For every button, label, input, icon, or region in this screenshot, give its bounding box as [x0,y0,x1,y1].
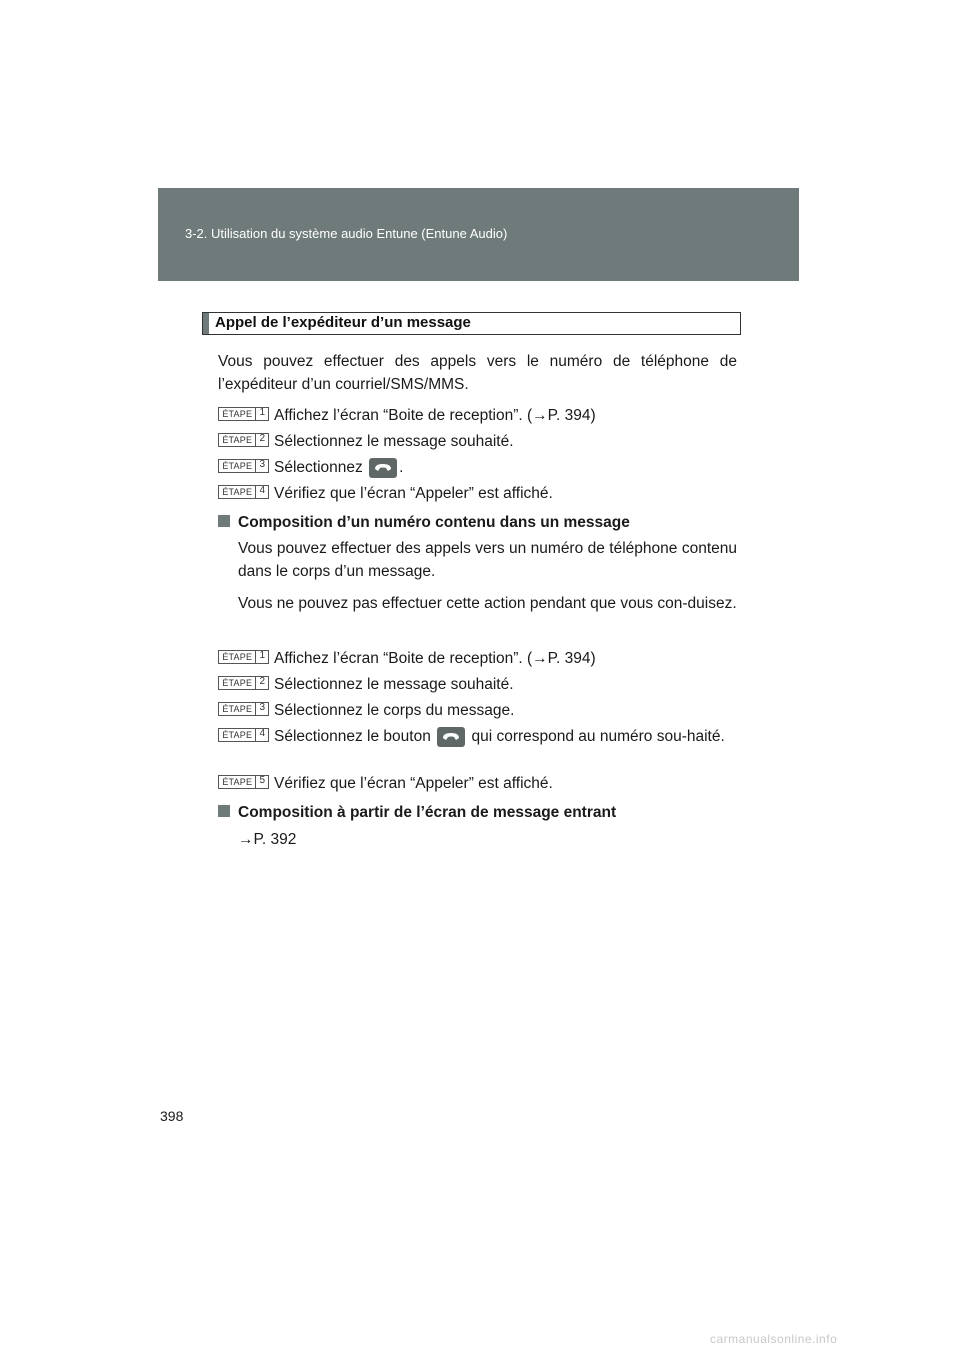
intro-paragraph: Vous pouvez effectuer des appels vers le numéro de téléphone de l’expéditeur d’un courriel/SMS/MMS. [218,353,737,393]
step-badge: ÉTAPE 4 [218,485,269,499]
square-bullet-icon [218,805,230,817]
step-text: Sélectionnez le corps du message. [274,702,515,719]
step-badge: ÉTAPE 1 [218,650,269,664]
step-text: Affichez l’écran “Boite de reception”. (→P. 394) [274,650,596,667]
section-heading [202,312,741,335]
square-bullet-icon [218,515,230,527]
header-band [158,188,799,281]
step-text: Sélectionnez le message souhaité. [274,433,514,450]
step-badge: ÉTAPE 4 [218,728,269,742]
section-title: Appel de l’expéditeur d’un message [215,314,471,331]
step-text: Affichez l’écran “Boite de reception”. (→P. 394) [274,407,596,424]
subheading-1: Composition d’un numéro contenu dans un message [218,511,630,534]
step-text: Sélectionnez . [274,459,404,476]
sub1-paragraph-1: Vous pouvez effectuer des appels vers un numéro de téléphone contenu dans le corps d’un message. [238,540,737,580]
step-text: Vérifiez que l’écran “Appeler” est affiché. [274,485,553,502]
step-text: Sélectionnez le bouton qui correspond au numéro sou-haité. [274,728,725,745]
breadcrumb: 3-2. Utilisation du système audio Entune (Entune Audio) [185,226,508,241]
step-badge: ÉTAPE 1 [218,407,269,421]
step-badge: ÉTAPE 3 [218,702,269,716]
step-badge: ÉTAPE 3 [218,459,269,473]
phone-handset-icon [369,458,397,478]
page-reference: →P. 392 [238,831,297,848]
step-text: Sélectionnez le message souhaité. [274,676,514,693]
step-badge: ÉTAPE 2 [218,676,269,690]
heading-accent-bar [203,313,209,334]
phone-handset-icon [437,727,465,747]
subheading-2: Composition à partir de l’écran de message entrant [218,801,616,824]
step-text: Vérifiez que l’écran “Appeler” est affiché. [274,775,553,792]
sub1-paragraph-2: Vous ne pouvez pas effectuer cette action pendant que vous con-duisez. [238,595,737,612]
step-badge: ÉTAPE 2 [218,433,269,447]
watermark: carmanualsonline.info [710,1332,838,1346]
page-number: 398 [160,1108,184,1124]
step-badge: ÉTAPE 5 [218,775,269,789]
